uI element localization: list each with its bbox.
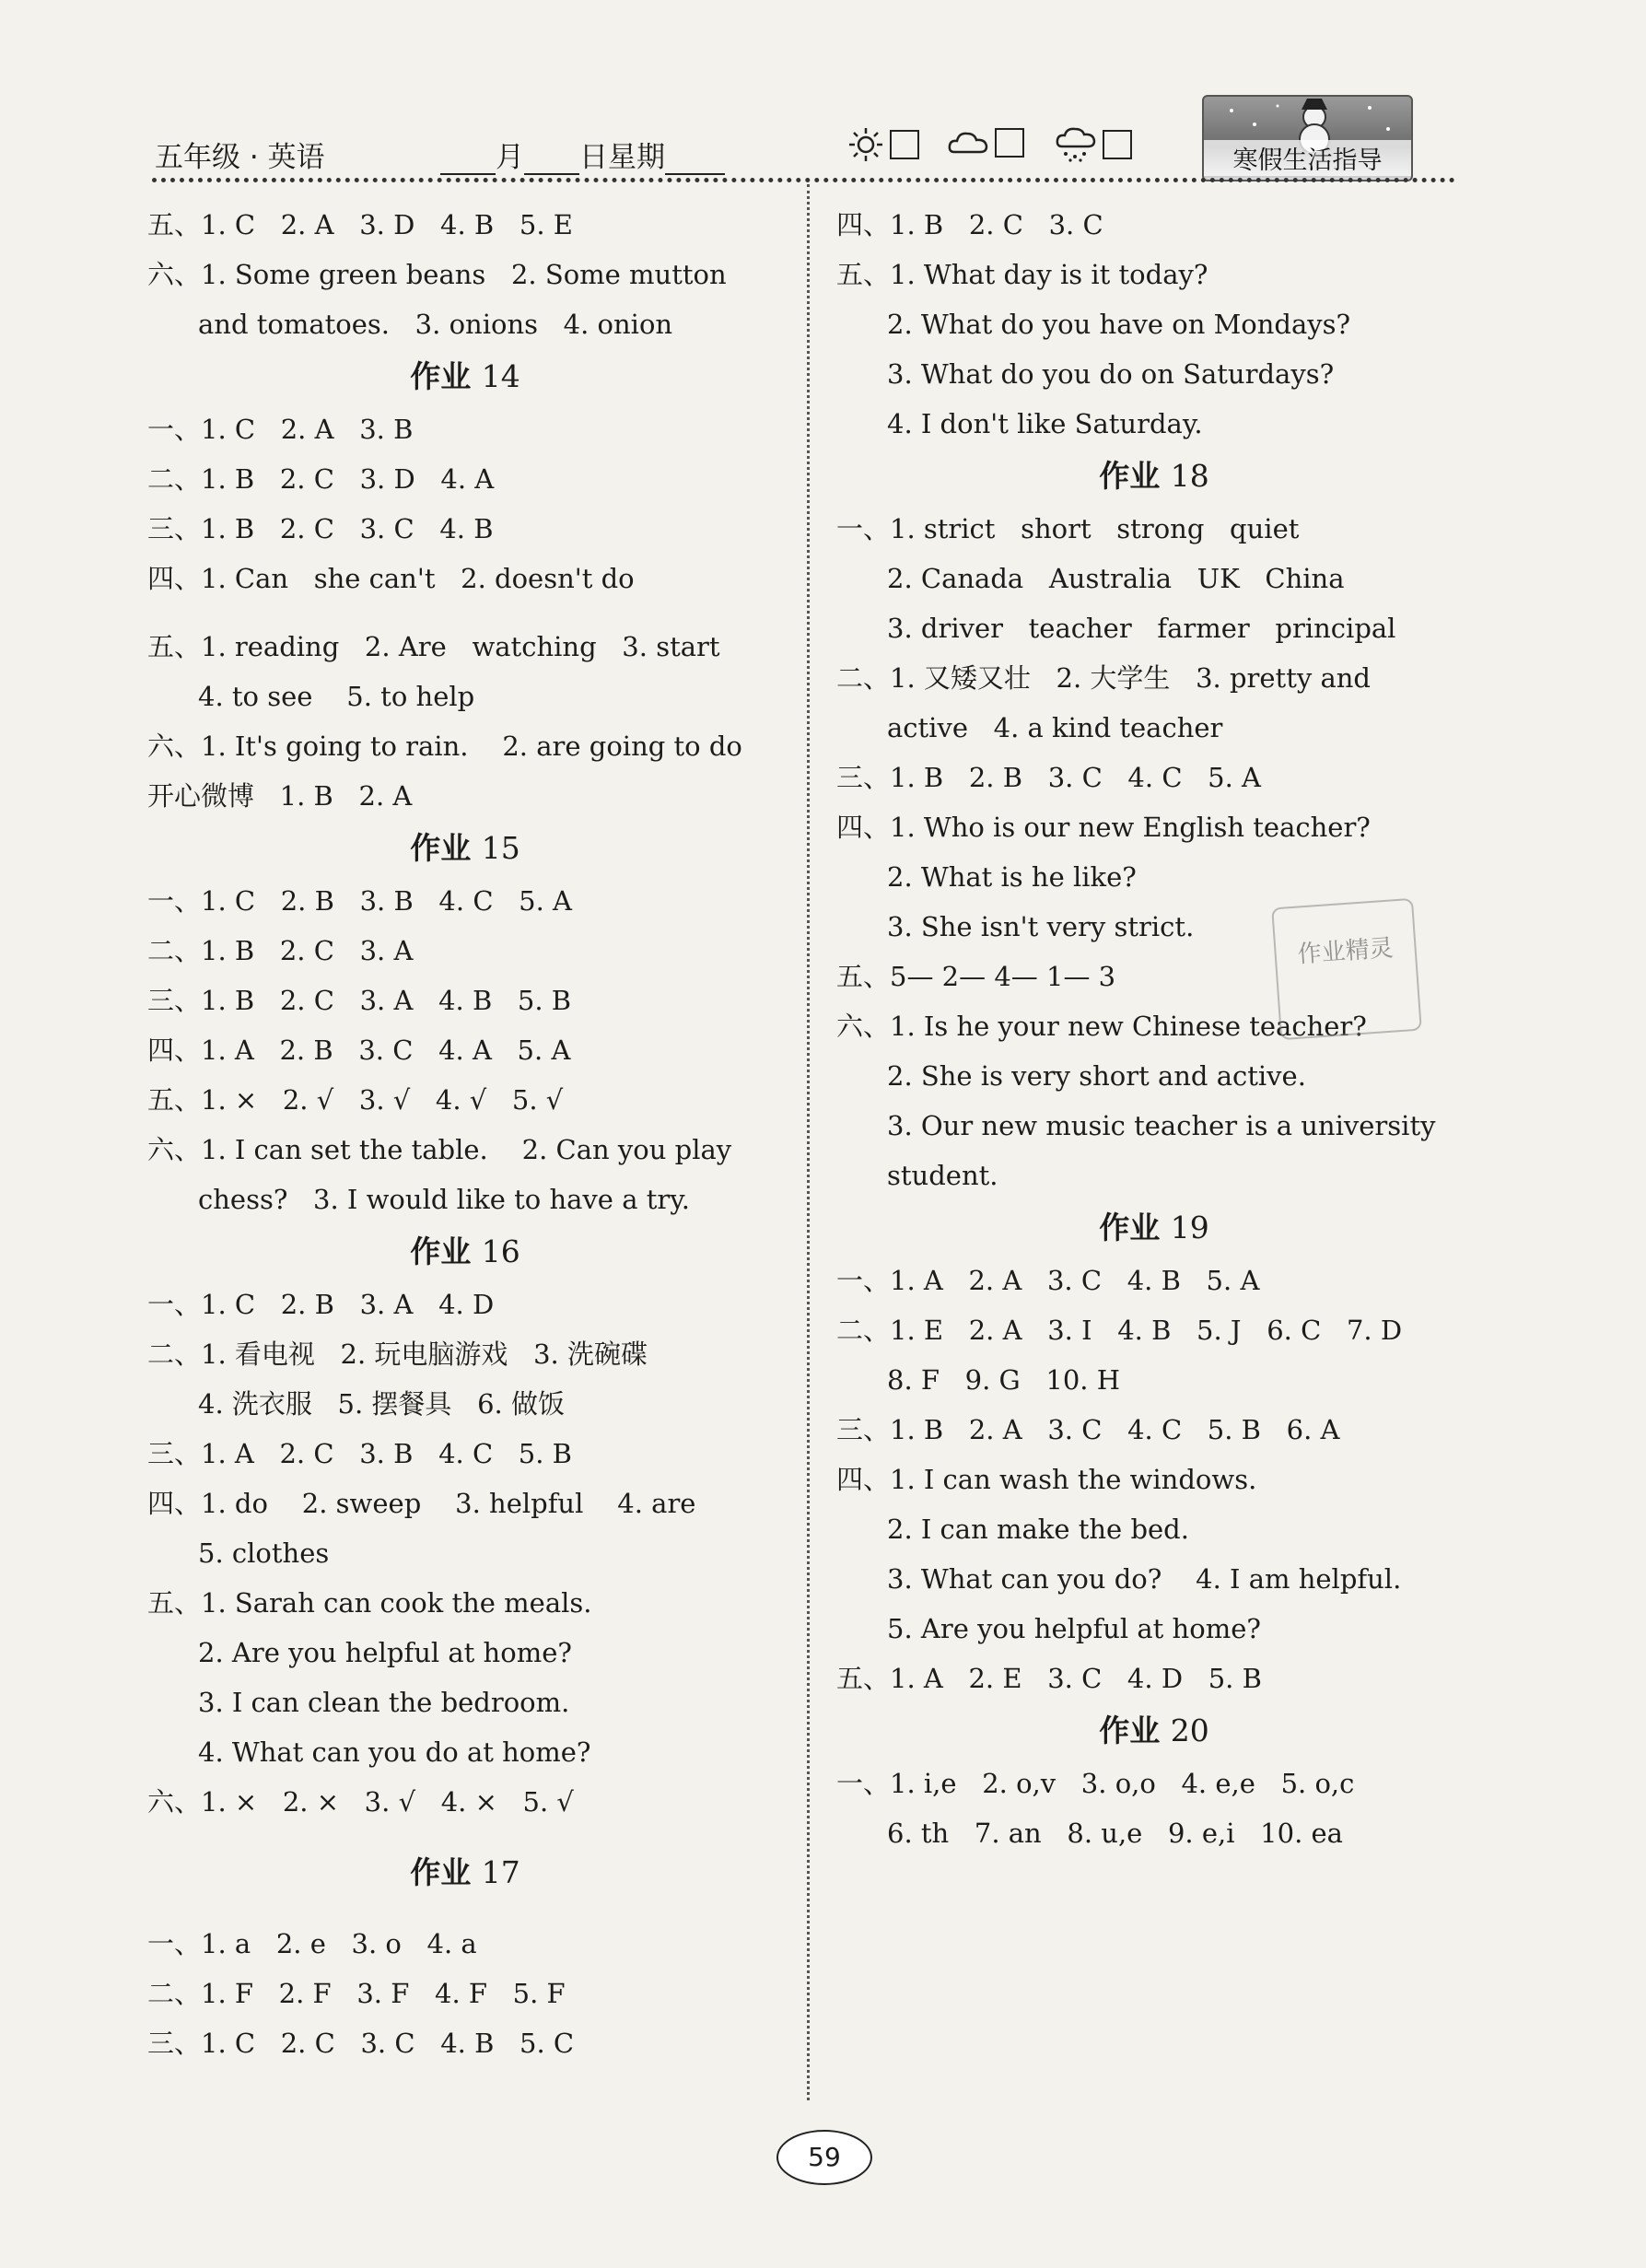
- assignment-title: [836, 1200, 1472, 1256]
- answer-line: 三、1. B 2. B 3. C 4. C 5. A: [836, 762, 1261, 793]
- assignment-number: 16: [481, 1233, 520, 1269]
- answer-line: 五、1. What day is it today?: [836, 259, 1208, 290]
- answer-continuation: 4. What can you do at home?: [198, 1736, 591, 1768]
- winter-banner: [1202, 95, 1413, 181]
- left-column: [147, 200, 783, 2068]
- answer-line: 一、1. C 2. A 3. B: [147, 414, 414, 445]
- assignment-title: [836, 1703, 1472, 1759]
- sun-icon: [847, 126, 884, 163]
- answer-line: 四、1. A 2. B 3. C 4. A 5. A: [147, 1035, 571, 1066]
- answer-continuation: active 4. a kind teacher: [887, 712, 1223, 743]
- answer-line: 四、1. I can wash the windows.: [836, 1464, 1257, 1495]
- assignment-title: [147, 821, 783, 876]
- answer-continuation: 4. to see 5. to help: [198, 681, 475, 712]
- answer-line: 五、1. C 2. A 3. D 4. B 5. E: [147, 209, 573, 240]
- assignment-title: [147, 1845, 783, 1900]
- answer-continuation: 3. I can clean the bedroom.: [198, 1687, 570, 1718]
- assignment-number: 14: [481, 358, 520, 394]
- answer-line: 一、1. i,e 2. o,v 3. o,o 4. e,e 5. o,c: [836, 1768, 1355, 1799]
- date-line: [440, 134, 725, 175]
- weather-sun: [847, 126, 919, 163]
- answer-line: 三、1. C 2. C 3. C 4. B 5. C: [147, 2028, 575, 2059]
- answer-continuation: 2. What do you have on Mondays?: [887, 309, 1351, 340]
- answer-continuation: 2. Are you helpful at home?: [198, 1637, 572, 1668]
- answer-continuation: 5. Are you helpful at home?: [887, 1613, 1261, 1644]
- answer-line: 一、1. strict short strong quiet: [836, 513, 1300, 544]
- weather-cloud: [947, 126, 1024, 159]
- assignment-label: 作业: [1099, 1713, 1161, 1748]
- answer-continuation: 3. driver teacher farmer principal: [887, 613, 1396, 644]
- spacer: [147, 1827, 783, 1845]
- assignment-number: 20: [1170, 1713, 1209, 1748]
- banner-title: 寒假生活指导: [1204, 140, 1411, 176]
- answer-line: 六、1. It's going to rain. 2. are going to do: [147, 731, 742, 762]
- answer-line: 二、1. B 2. C 3. D 4. A: [147, 463, 495, 495]
- answer-line: 一、1. A 2. A 3. C 4. B 5. A: [836, 1265, 1260, 1296]
- answer-line: 五、1. Sarah can cook the meals.: [147, 1587, 592, 1619]
- answer-line: 五、5— 2— 4— 1— 3: [836, 961, 1116, 992]
- day-label: 日: [579, 141, 608, 174]
- month-label: 月: [496, 141, 524, 174]
- answer-line: 五、1. × 2. √ 3. √ 4. √ 5. √: [147, 1084, 564, 1116]
- assignment-number: 17: [481, 1854, 520, 1890]
- cloud-icon: [947, 126, 989, 159]
- answer-line: 一、1. C 2. B 3. A 4. D: [147, 1289, 495, 1320]
- assignment-number: 19: [1170, 1210, 1209, 1245]
- answer-line: 三、1. B 2. A 3. C 4. C 5. B 6. A: [836, 1414, 1340, 1445]
- answer-continuation: 2. She is very short and active.: [887, 1060, 1306, 1092]
- assignment-label: 作业: [410, 358, 472, 394]
- answer-line: 开心微博 1. B 2. A: [147, 780, 413, 812]
- answer-line: 二、1. 看电视 2. 玩电脑游戏 3. 洗碗碟: [147, 1339, 648, 1370]
- assignment-title: [836, 449, 1472, 504]
- answer-continuation: 2. What is he like?: [887, 861, 1137, 893]
- assignment-label: 作业: [410, 1854, 472, 1890]
- answer-line: 二、1. E 2. A 3. I 4. B 5. J 6. C 7. D: [836, 1315, 1403, 1346]
- answer-line: 二、1. 又矮又壮 2. 大学生 3. pretty and: [836, 662, 1372, 694]
- spacer: [147, 603, 783, 622]
- answer-line: 六、1. I can set the table. 2. Can you play: [147, 1134, 732, 1165]
- weather-rain: [1055, 126, 1132, 163]
- answer-line: 六、1. × 2. × 3. √ 4. × 5. √: [147, 1786, 574, 1818]
- answer-continuation: 3. Our new music teacher is a university: [887, 1110, 1436, 1141]
- answer-continuation: student.: [887, 1160, 998, 1191]
- watermark-stamp: [1271, 898, 1422, 1040]
- assignment-number: 15: [481, 830, 520, 866]
- answer-continuation: 2. I can make the bed.: [887, 1514, 1189, 1545]
- header-divider: [152, 178, 1455, 182]
- answer-line: 四、1. do 2. sweep 3. helpful 4. are: [147, 1488, 696, 1519]
- grade-subject: 五年级 · 英语: [155, 141, 325, 174]
- assignment-label: 作业: [410, 1233, 472, 1269]
- answer-line: 三、1. B 2. C 3. A 4. B 5. B: [147, 985, 572, 1016]
- weather-checkbox[interactable]: [890, 130, 919, 159]
- answer-continuation: 3. What do you do on Saturdays?: [887, 358, 1335, 390]
- assignment-title: [147, 349, 783, 404]
- answer-line: 二、1. B 2. C 3. A: [147, 935, 414, 966]
- answer-line: 一、1. a 2. e 3. o 4. a: [147, 1928, 477, 1959]
- weather-checkbox[interactable]: [995, 128, 1024, 158]
- answer-continuation: chess? 3. I would like to have a try.: [198, 1184, 690, 1215]
- page-header: [147, 115, 1455, 180]
- answer-line: 一、1. C 2. B 3. B 4. C 5. A: [147, 885, 572, 917]
- answer-line: 四、1. Who is our new English teacher?: [836, 812, 1371, 843]
- weekday-label: 星期: [608, 141, 665, 174]
- answer-continuation: 5. clothes: [198, 1537, 330, 1569]
- answer-continuation: 3. She isn't very strict.: [887, 911, 1195, 942]
- assignment-number: 18: [1170, 458, 1209, 494]
- answer-line: 四、1. Can she can't 2. doesn't do: [147, 563, 635, 594]
- assignment-label: 作业: [1099, 1210, 1161, 1245]
- answer-continuation: 2. Canada Australia UK China: [887, 563, 1345, 594]
- assignment-label: 作业: [410, 830, 472, 866]
- answer-line: 二、1. F 2. F 3. F 4. F 5. F: [147, 1978, 566, 2009]
- answer-continuation: 6. th 7. an 8. u,e 9. e,i 10. ea: [887, 1818, 1343, 1849]
- rain-cloud-icon: [1055, 126, 1097, 163]
- answer-line: 六、1. Is he your new Chinese teacher?: [836, 1011, 1367, 1042]
- answer-line: 五、1. A 2. E 3. C 4. D 5. B: [836, 1663, 1262, 1694]
- page-number: 59: [776, 2130, 872, 2185]
- answer-continuation: 3. What can you do? 4. I am helpful.: [887, 1563, 1402, 1595]
- answer-continuation: 4. 洗衣服 5. 摆餐具 6. 做饭: [198, 1388, 565, 1420]
- stamp-text: 作业精灵: [1296, 934, 1395, 969]
- answer-continuation: and tomatoes. 3. onions 4. onion: [198, 309, 673, 340]
- spacer: [147, 1900, 783, 1919]
- column-divider: [807, 184, 810, 2100]
- answer-line: 三、1. A 2. C 3. B 4. C 5. B: [147, 1438, 572, 1469]
- answer-continuation: 4. I don't like Saturday.: [887, 408, 1203, 439]
- answer-continuation: 8. F 9. G 10. H: [887, 1364, 1120, 1396]
- answer-line: 五、1. reading 2. Are watching 3. start: [147, 631, 720, 662]
- answer-line: 四、1. B 2. C 3. C: [836, 209, 1103, 240]
- weather-checkbox[interactable]: [1103, 130, 1132, 159]
- answer-line: 三、1. B 2. C 3. C 4. B: [147, 513, 494, 544]
- answer-line: 六、1. Some green beans 2. Some mutton: [147, 259, 727, 290]
- assignment-title: [147, 1224, 783, 1280]
- assignment-label: 作业: [1099, 458, 1161, 494]
